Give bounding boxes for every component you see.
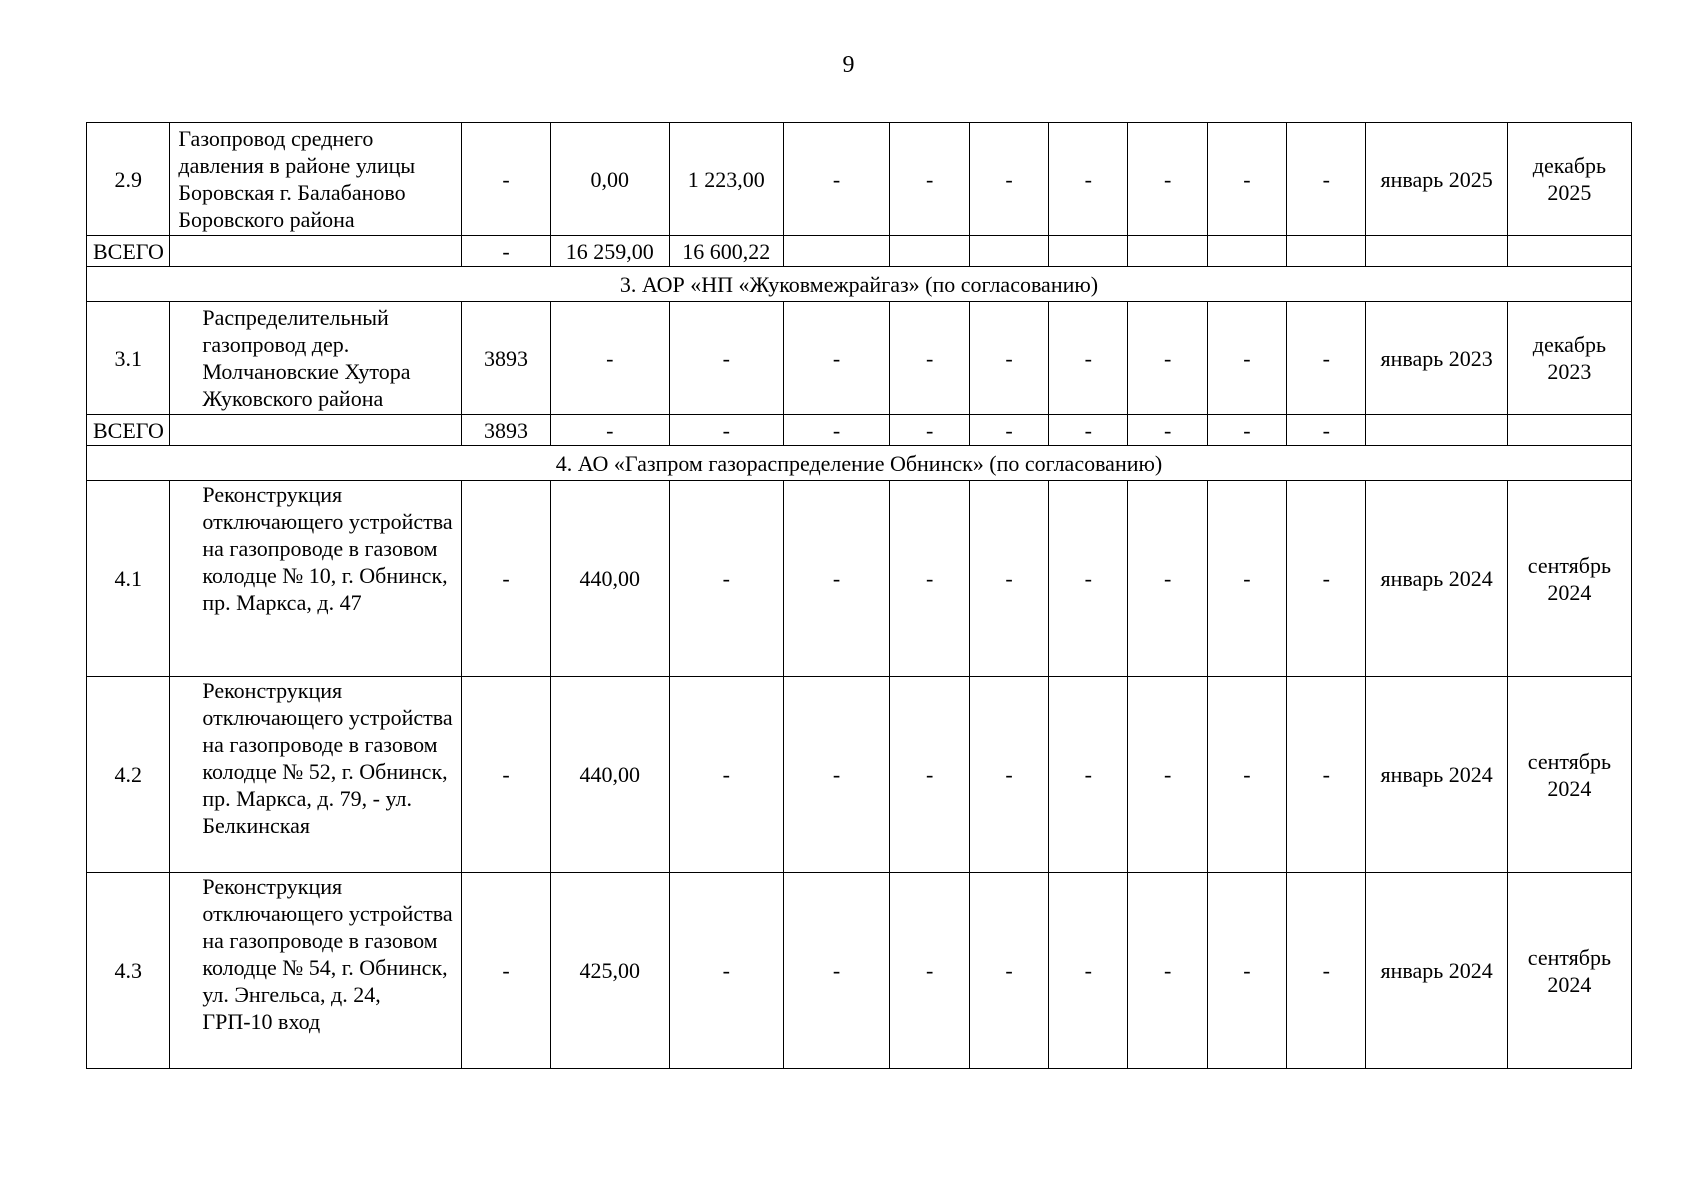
cell: -	[969, 302, 1048, 415]
cell: -	[783, 302, 890, 415]
total-row	[87, 236, 1632, 267]
cell: 16 600,22	[669, 236, 783, 267]
section-title: 4. АО «Газпром газораспределение Обнинск» (по согласованию)	[87, 446, 1632, 481]
cell: -	[669, 677, 783, 873]
cell: -	[890, 481, 969, 677]
total-label: ВСЕГО	[87, 415, 170, 446]
cell: -	[890, 123, 969, 236]
cell: 440,00	[550, 677, 669, 873]
start-date: январь 2024	[1366, 677, 1507, 873]
cell: -	[1207, 415, 1286, 446]
cell	[1287, 236, 1366, 267]
table-row	[87, 873, 1632, 1069]
cell: -	[462, 236, 550, 267]
cell	[890, 236, 969, 267]
cell: -	[969, 481, 1048, 677]
page-number: 9	[842, 52, 855, 78]
cell: -	[969, 123, 1048, 236]
cell: -	[1049, 481, 1128, 677]
cell: -	[1287, 302, 1366, 415]
cell: -	[1287, 873, 1366, 1069]
cell: -	[1049, 415, 1128, 446]
cell: -	[1128, 302, 1207, 415]
cell	[783, 236, 890, 267]
cell: -	[1128, 873, 1207, 1069]
cell: -	[1049, 302, 1128, 415]
cell: -	[1287, 123, 1366, 236]
table-row	[87, 302, 1632, 415]
cell: -	[1287, 415, 1366, 446]
start-date: январь 2023	[1366, 302, 1507, 415]
cell: -	[462, 481, 550, 677]
cell	[969, 236, 1048, 267]
cell: -	[1207, 873, 1286, 1069]
cell	[170, 415, 462, 446]
cell: -	[550, 302, 669, 415]
cell: -	[969, 415, 1048, 446]
row-number: 4.2	[87, 677, 170, 873]
cell: -	[1287, 677, 1366, 873]
cell: -	[1207, 677, 1286, 873]
cell: -	[969, 677, 1048, 873]
cell	[1507, 236, 1631, 267]
object-name: Реконструкция отключающего устройства на газопроводе в газовом колодце № 54, г. Обнинск, ул. Энгельса, д. 24, ГРП-10 вход	[170, 873, 462, 1069]
cell: -	[969, 873, 1048, 1069]
object-name: Распределительный газопровод дер. Молчановские Хутора Жуковского района	[170, 302, 462, 415]
row-number: 3.1	[87, 302, 170, 415]
cell	[1049, 236, 1128, 267]
cell: -	[1207, 481, 1286, 677]
start-date: январь 2024	[1366, 873, 1507, 1069]
cell: -	[1207, 302, 1286, 415]
cell: -	[1207, 123, 1286, 236]
cell: -	[462, 123, 550, 236]
cell: -	[783, 123, 890, 236]
object-name: Реконструкция отключающего устройства на газопроводе в газовом колодце № 10, г. Обнинск, пр. Маркса, д. 47	[170, 481, 462, 677]
end-date: декабрь 2023	[1507, 302, 1631, 415]
cell: -	[462, 873, 550, 1069]
cell	[170, 236, 462, 267]
cell: 3893	[462, 302, 550, 415]
cell: -	[550, 415, 669, 446]
cell: -	[783, 873, 890, 1069]
row-number: 2.9	[87, 123, 170, 236]
cell: 425,00	[550, 873, 669, 1069]
cell	[1366, 236, 1507, 267]
section-title: 3. АОР «НП «Жуковмежрайгаз» (по согласованию)	[87, 267, 1632, 302]
row-number: 4.1	[87, 481, 170, 677]
table-row	[87, 123, 1632, 236]
cell: -	[1049, 677, 1128, 873]
cell: -	[1049, 873, 1128, 1069]
end-date: сентябрь 2024	[1507, 677, 1631, 873]
cell: -	[669, 302, 783, 415]
cell: 440,00	[550, 481, 669, 677]
cell: -	[890, 677, 969, 873]
cell: -	[783, 677, 890, 873]
total-label: ВСЕГО	[87, 236, 170, 267]
section-row	[87, 267, 1632, 302]
end-date: декабрь 2025	[1507, 123, 1631, 236]
row-number: 4.3	[87, 873, 170, 1069]
cell: -	[783, 481, 890, 677]
cell: -	[890, 415, 969, 446]
start-date: январь 2025	[1366, 123, 1507, 236]
cell: -	[1128, 415, 1207, 446]
cell: -	[669, 415, 783, 446]
table-row	[87, 481, 1632, 677]
section-row	[87, 446, 1632, 481]
total-row	[87, 415, 1632, 446]
cell: -	[1128, 123, 1207, 236]
cell: -	[669, 481, 783, 677]
cell: -	[1049, 123, 1128, 236]
cell: 3893	[462, 415, 550, 446]
cell: -	[783, 415, 890, 446]
cell: 1 223,00	[669, 123, 783, 236]
end-date: сентябрь 2024	[1507, 873, 1631, 1069]
cell: -	[1287, 481, 1366, 677]
cell	[1507, 415, 1631, 446]
table-row	[87, 677, 1632, 873]
cell: -	[890, 873, 969, 1069]
start-date: январь 2024	[1366, 481, 1507, 677]
object-name: Реконструкция отключающего устройства на газопроводе в газовом колодце № 52, г. Обнинск, пр. Маркса, д. 79, - ул. Белкинская	[170, 677, 462, 873]
cell	[1128, 236, 1207, 267]
end-date: сентябрь 2024	[1507, 481, 1631, 677]
investment-table	[86, 122, 1632, 1069]
object-name: Газопровод среднего давления в районе улицы Боровская г. Балабаново Боровского района	[170, 123, 462, 236]
cell: -	[1128, 481, 1207, 677]
cell: -	[1128, 677, 1207, 873]
cell	[1366, 415, 1507, 446]
cell: -	[890, 302, 969, 415]
cell: 0,00	[550, 123, 669, 236]
cell: -	[669, 873, 783, 1069]
cell: -	[462, 677, 550, 873]
cell	[1207, 236, 1286, 267]
cell: 16 259,00	[550, 236, 669, 267]
